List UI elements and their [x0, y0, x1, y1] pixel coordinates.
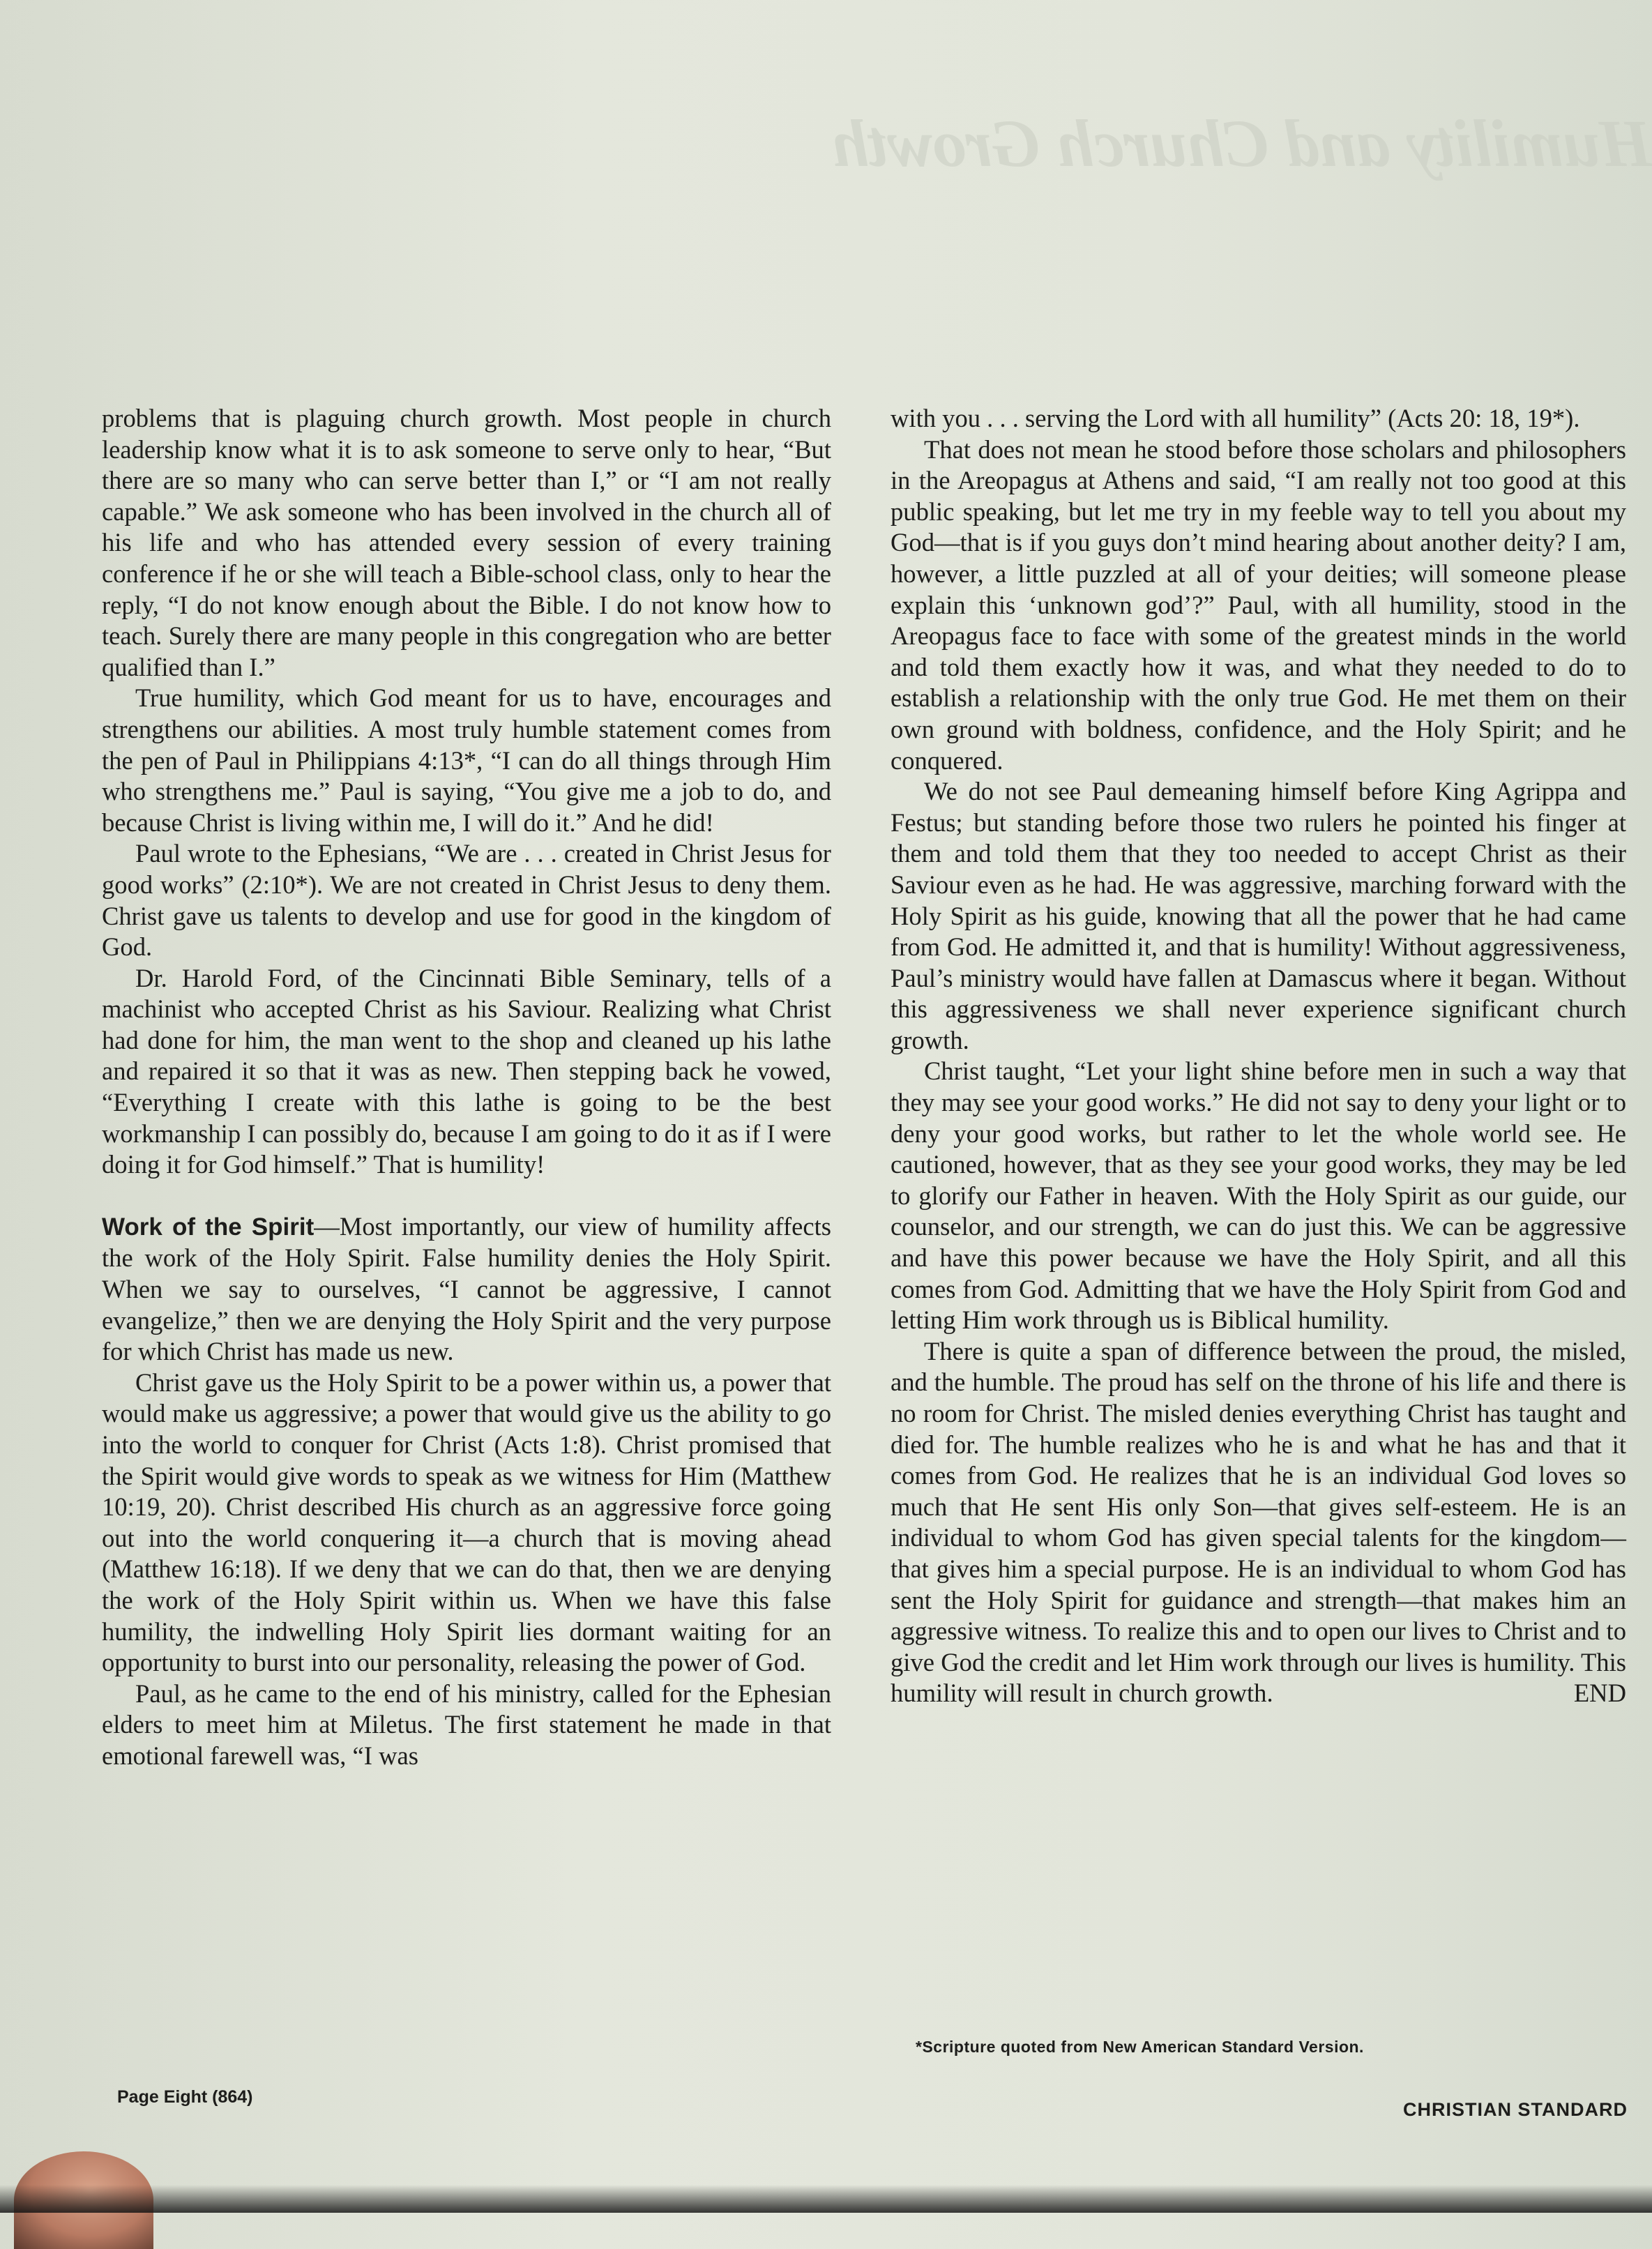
footnote: *Scripture quoted from New American Standard Version. — [916, 2038, 1364, 2056]
paragraph: with you . . . serving the Lord with all humility” (Acts 20: 18, 19*). — [891, 404, 1580, 432]
paragraph: Dr. Harold Ford, of the Cincinnati Bible Seminary, tells of a machinist who accepted Christ as his Saviour. Realizing what Christ had done for him, the man went to the shop and cleaned up his lathe and repaired it so that it was as new. Then stepping back he vowed, “Everything I create with this lathe is going to be the best workmanship I can possibly do, because I am going to do it as if I were doing it for God himself.” That is humility! — [102, 963, 831, 1179]
section-heading: Work of the Spirit — [102, 1213, 315, 1241]
paragraph: That does not mean he stood before those scholars and philosophers in the Areopagus at Athens and said, “I am really not too good at this public speaking, but let me try in my feeble way to tell you about my God—that is if you guys don’t mind hearing about another deity? I am, however, a little puzzled at all of your deities; will someone please explain this ‘unknown god’?” Paul, with all humility, stood in the Areopagus face to face with some of the greatest minds in the world and told them exactly how it was, and what they needed to do to establish a relationship with the only true God. He met them on their own ground with boldness, confidence, and the Holy Spirit; and he conquered. — [891, 434, 1626, 775]
paragraph: Paul, as he came to the end of his ministry, called for the Ephesian elders to meet him at Miletus. The first statement he made in that emotional farewell was, “I was — [102, 1679, 831, 1770]
paragraph: True humility, which God meant for us to have, encourages and strengthens our abilities. A most truly humble statement comes from the pen of Paul in Philippians 4:13*, “I can do all things through Him who strengthens me.” Paul is saying, “You give me a job to do, and because Christ is living within me, I will do it.” And he did! — [102, 683, 831, 837]
final-paragraph-text: There is quite a span of difference between the proud, the misled, and the humble. The proud has self on the throne of his life and there is no room for Christ. The misled denies everything Christ has taught and died for. The humble realizes who he is and what he has and that it comes from God. He realizes that he is an individual God loves so much that He sent His only Son—that gives self-esteem. He is an individual to whom God has given special talents for the kingdom—that gives him a special purpose. He is an individual to whom God has sent the Holy Spirit for guidance and strength—that makes him an aggressive witness. To realize this and to open our lives to Christ and to give God the credit and let Him work through our lives is humility. This humility will result in church growth. — [891, 1336, 1626, 1708]
paragraph: problems that is plaguing church growth. Most people in church leadership know what it is to ask someone to serve only to hear, “But there are so many who can serve better than I,” or “I am not really capable.” We ask someone who has been involved in the church all of his life and who has attended every session of every training conference if he or she will teach a Bible-school class, only to hear the reply, “I do not know enough about the Bible. I do not know how to teach. Surely there are many people in this congregation who are better qualified than I.” — [102, 404, 831, 681]
section-paragraph — [102, 1211, 831, 1368]
bleed-through-title: Humility and Church Growth — [831, 106, 1652, 181]
paragraph: Paul wrote to the Ephesians, “We are . . . created in Christ Jesus for good works” (2:10*). We are not created in Christ Jesus to deny them. Christ gave us talents to develop and use for good in the kingdom of God. — [102, 839, 831, 962]
paragraph: Christ taught, “Let your light shine before men in such a way that they may see your good works.” He did not say to deny your light or to deny your good works, but rather to let the whole world see. He cautioned, however, that as they see your good works, they may be led to glorify our Father in heaven. With the Holy Spirit as our guide, our counselor, and our strength, we can do just this. We can be aggressive and have this power because we have the Holy Spirit, and all this comes from God. Admitting that we have the Holy Spirit from God and letting Him work through us is Biblical humility. — [891, 1057, 1626, 1335]
section-paragraph-text: —Most importantly, our view of humility affects the work of the Holy Spirit. False humility denies the Holy Spirit. When we say to ourselves, “I cannot be aggressive, I cannot evangelize,” then we are denying the Holy Spirit and the very purpose for which Christ has made us new. — [102, 1211, 831, 1366]
left-column — [102, 403, 831, 1772]
right-column — [891, 403, 1626, 1709]
paragraph: Christ gave us the Holy Spirit to be a power within us, a power that would make us aggressive; a power that would give us the ability to go into the world to conquer for Christ (Acts 1:8). Christ promised that the Spirit would give words to speak as we witness for Him (Matthew 10:19, 20). Christ described His church as an aggressive force going out into the world conquering it—a church that is moving ahead (Matthew 16:18). If we deny that we can do that, then we are denying the work of the Holy Spirit within us. When we have this false humility, the indwelling Holy Spirit lies dormant waiting for an opportunity to burst into our personality, releasing the power of God. — [102, 1368, 831, 1677]
publication-masthead: CHRISTIAN STANDARD — [1403, 2099, 1628, 2120]
final-paragraph — [891, 1336, 1626, 1709]
paragraph: We do not see Paul demeaning himself before King Agrippa and Festus; but standing before those two rulers he pointed his finger at them and told them that they too needed to accept Christ as their Saviour even as he had. He was aggressive, marching forward with the Holy Spirit as his guide, knowing that all the power that he had came from God. He admitted it, and that is humility! Without aggressiveness, Paul’s ministry would have fallen at Damascus where it began. Without this aggressiveness we shall never experience significant church growth. — [891, 777, 1626, 1054]
bottom-edge-shadow — [0, 2185, 1652, 2213]
page-folio: Page Eight (864) — [117, 2087, 253, 2107]
end-mark: END — [1573, 1679, 1626, 1708]
